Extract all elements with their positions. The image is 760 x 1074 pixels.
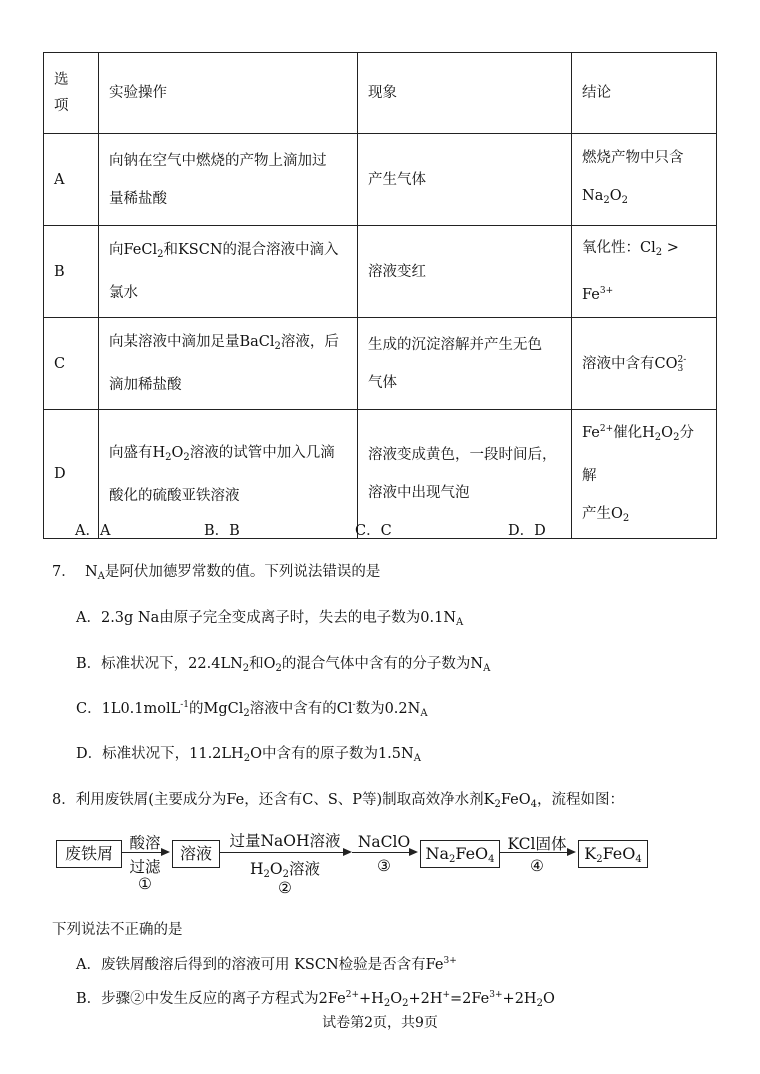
q7-option-c: C．1L0.1molL$^{-1}$的MgCl$_2$溶液中含有的Cl-数为$0.2N_A$	[76, 700, 428, 719]
flow-box-na2feo4: $Na_2FeO_4$	[420, 840, 500, 868]
flow-arrow-4	[500, 852, 574, 853]
flow-step3-top: NaClO	[357, 833, 411, 851]
row-conclusion: 氧化性：$Cl_2 > Fe^{3+}$	[572, 226, 717, 318]
row-operation	[99, 134, 358, 226]
row-phenomenon: 产生气体	[358, 134, 572, 226]
experiment-table	[43, 52, 717, 539]
q6-option-c: C．C	[355, 523, 392, 539]
conclusion-line: 燃烧产物中只含	[582, 150, 684, 166]
phenomenon-line: 溶液中出现气泡	[368, 485, 470, 501]
operation-line: 向盛有$H_2O_2$溶液的试管中加入几滴	[109, 444, 335, 463]
flow-box-scrap-iron: 废铁屑	[56, 840, 122, 868]
header-phenomenon: 现象	[358, 53, 572, 134]
phenomenon-line: 气体	[368, 374, 397, 391]
flow-arrow-2	[220, 852, 350, 853]
row-conclusion: 溶液中含有CO 2- 3	[572, 318, 717, 410]
row-operation	[99, 318, 358, 410]
conclusion-line: $Fe^{2+}$催化$H_2O_2$分解	[582, 424, 694, 484]
row-key: C	[44, 318, 99, 410]
q7-option-a: A．2.3g Na由原子完全变成离子时，失去的电子数为$0.1N_A$	[76, 610, 464, 628]
page-footer: 试卷第2页，共9页	[322, 1015, 438, 1031]
table-row	[44, 318, 717, 410]
row-key: D	[44, 410, 99, 539]
operation-line: 量稀盐酸	[109, 190, 167, 207]
row-operation	[99, 226, 358, 318]
operation-line: 滴加稀盐酸	[109, 377, 182, 393]
header-option-text: 选项	[54, 72, 69, 114]
flow-step3-number: ③	[377, 857, 391, 875]
row-phenomenon	[358, 318, 572, 410]
flow-box-solution: 溶液	[172, 840, 220, 868]
row-key: B	[44, 226, 99, 318]
conclusion-line: 产生$O_2$	[582, 506, 630, 524]
operation-line: 酸化的硫酸亚铁溶液	[109, 487, 240, 504]
flow-arrow-3	[352, 852, 416, 853]
operation-line: 向某溶液中滴加足量BaCl$_2$溶液，后	[109, 334, 339, 352]
flow-step4-top: KCl固体	[507, 835, 567, 853]
header-conclusion: 结论	[572, 53, 717, 134]
q6-option-a: A．A	[75, 523, 111, 539]
q6-option-d: D．D	[508, 523, 546, 539]
flow-step1-top: 酸溶	[129, 834, 161, 852]
flow-arrow-1	[122, 852, 168, 853]
q6-option-b: B．B	[204, 523, 240, 539]
row-conclusion	[572, 410, 717, 539]
operation-line: 氯水	[109, 285, 138, 301]
flow-step1-bottom: 过滤	[129, 858, 161, 876]
row-key: A	[44, 134, 99, 226]
flow-step2-top: 过量NaOH溶液	[229, 832, 341, 850]
row-conclusion	[572, 134, 717, 226]
q7-stem: 7． $N_A$是阿伏加德罗常数的值。下列说法错误的是	[52, 564, 381, 582]
flow-step1-number: ①	[138, 875, 152, 893]
q8-prompt: 下列说法不正确的是	[52, 922, 183, 938]
q7-option-b: B．标准状况下，$22.4LN_2$和$O_2$的混合气体中含有的分子数为$N_A$	[76, 656, 491, 674]
flow-step2-bottom: $H_2O_2$溶液	[249, 860, 320, 880]
q8-option-a: A．废铁屑酸溶后得到的溶液可用 KSCN检验是否含有$Fe^{3+}$	[76, 956, 457, 973]
header-operation: 实验操作	[99, 53, 358, 134]
flow-step2-number: ②	[278, 879, 292, 897]
phenomenon-line: 溶液变成黄色，一段时间后，	[368, 447, 557, 463]
conclusion-line: $Na_2O_2$	[582, 188, 628, 206]
q8-stem: 8．利用废铁屑(主要成分为Fe，还含有C、S、P等)制取高效净水剂$K_2FeO_4$，流程如图：	[52, 792, 625, 810]
q8-option-b: B．步骤②中发生反应的离子方程式为$2Fe^{2+}+H_2O_2+2H^+=2Fe^{3+}+2H_2O$	[76, 990, 555, 1009]
row-phenomenon: 溶液变红	[358, 226, 572, 318]
flow-box-k2feo4: $K_2FeO_4$	[578, 840, 648, 868]
table-header-row	[44, 53, 717, 134]
operation-line: 向FeCl$_2$和KSCN的混合溶液中滴入	[109, 242, 339, 260]
table-row	[44, 226, 717, 318]
operation-line: 向钠在空气中燃烧的产物上滴加过	[109, 152, 327, 169]
q7-option-d: D．标准状况下，$11.2LH_2O$中含有的原子数为$1.5N_A$	[76, 746, 421, 764]
phenomenon-line: 生成的沉淀溶解并产生无色	[368, 336, 542, 353]
flow-step4-number: ④	[530, 857, 544, 875]
header-option	[44, 53, 99, 134]
table-row	[44, 134, 717, 226]
